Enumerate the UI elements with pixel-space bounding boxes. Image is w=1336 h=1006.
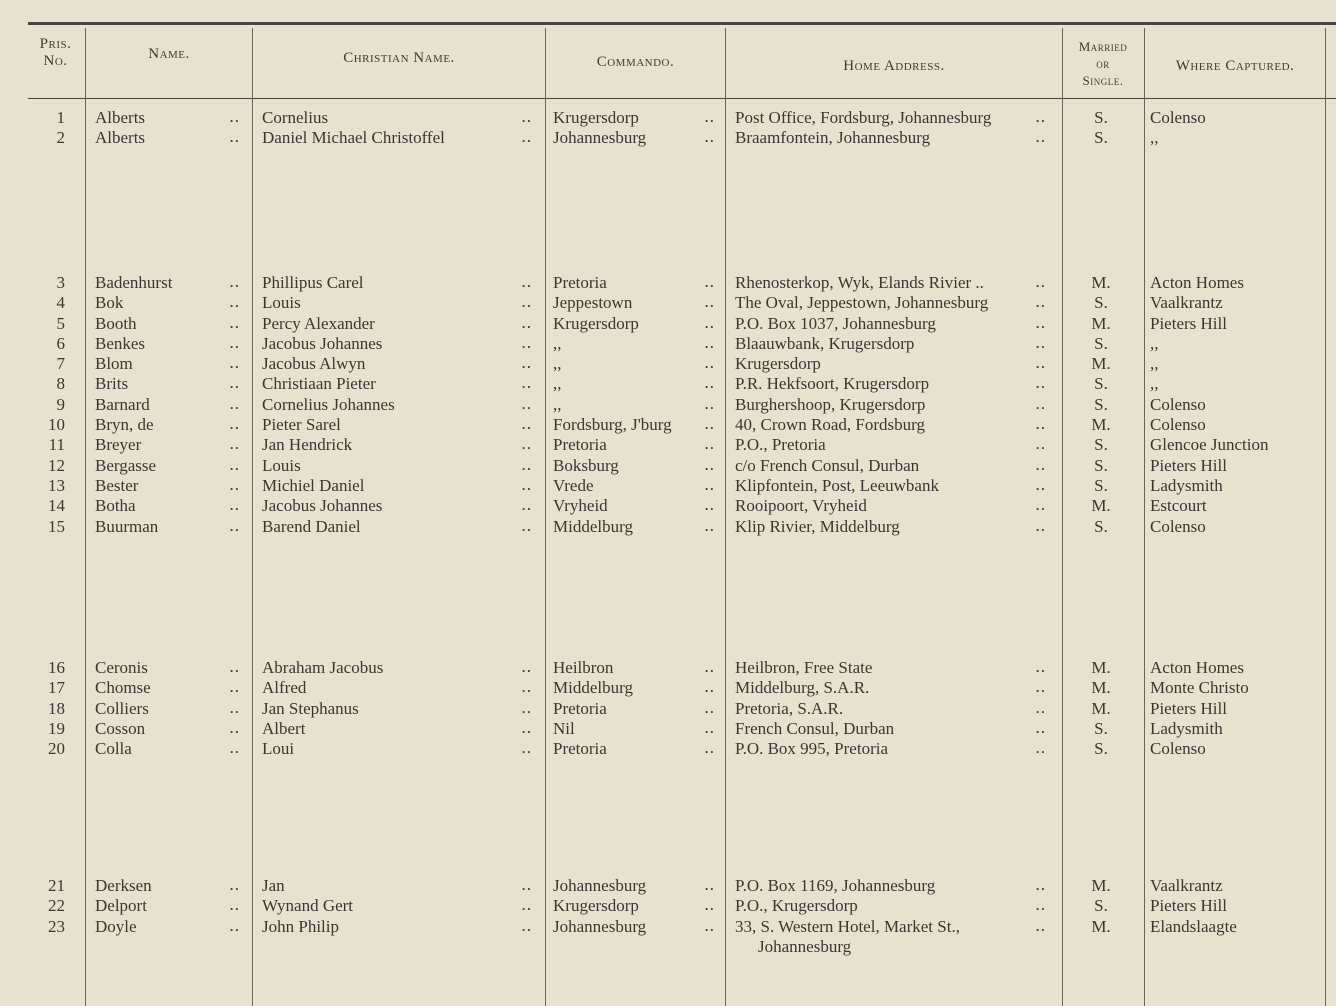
home-address: Pretoria, S.A.R.: [735, 698, 844, 718]
where-captured: Glencoe Junction: [1150, 435, 1269, 455]
prisoner-number: 6: [56, 333, 65, 353]
table-row: [0, 678, 1336, 698]
leader-dots: ..: [230, 477, 241, 493]
christian-name: Barend Daniel: [262, 516, 361, 536]
where-captured: ,,: [1150, 333, 1159, 353]
leader-dots: ..: [230, 498, 241, 514]
commando: Krugersdorp: [553, 108, 639, 127]
leader-dots: ..: [522, 417, 533, 433]
home-address: P.O., Krugersdorp: [735, 896, 858, 916]
prisoner-number: 5: [56, 313, 65, 333]
surname: Cosson: [95, 718, 146, 738]
row-group: [0, 876, 1336, 956]
prisoner-number: 20: [48, 739, 65, 759]
where-captured: Elandslaagte: [1150, 916, 1237, 936]
leader-dots: ..: [230, 518, 241, 534]
leader-dots: ..: [230, 741, 241, 757]
where-captured: Ladysmith: [1150, 718, 1223, 738]
surname: Bryn, de: [95, 415, 154, 435]
table-row: [0, 273, 1336, 293]
leader-dots: ..: [705, 130, 716, 146]
married-or-single: S.: [1094, 455, 1108, 475]
leader-dots: ..: [1036, 741, 1047, 757]
home-address: 33, S. Western Hotel, Market St.,: [735, 916, 960, 936]
christian-name: Jacobus Johannes: [262, 496, 383, 516]
commando: Pretoria: [553, 739, 607, 759]
header-line: No.: [43, 53, 68, 69]
leader-dots: ..: [705, 396, 716, 412]
leader-dots: ..: [1036, 477, 1047, 493]
commando: Nil: [553, 718, 575, 738]
christian-name: Percy Alexander: [262, 313, 375, 333]
surname: Colla: [95, 739, 132, 759]
commando: Pretoria: [553, 435, 607, 455]
header-rule: [28, 98, 1336, 99]
married-or-single: M.: [1091, 698, 1111, 718]
leader-dots: ..: [705, 315, 716, 331]
leader-dots: ..: [705, 741, 716, 757]
leader-dots: ..: [522, 110, 533, 125]
prisoner-number: 3: [56, 273, 65, 292]
leader-dots: ..: [1036, 457, 1047, 473]
prisoner-number: 21: [48, 876, 65, 895]
commando: Jeppestown: [553, 293, 633, 313]
prisoner-number: 4: [56, 293, 65, 313]
where-captured: Pieters Hill: [1150, 896, 1227, 916]
where-captured: Pieters Hill: [1150, 313, 1227, 333]
commando: Pretoria: [553, 273, 607, 292]
surname: Alberts: [95, 128, 146, 148]
prisoner-number: 16: [48, 658, 65, 677]
married-or-single: S.: [1094, 128, 1108, 148]
leader-dots: ..: [1036, 680, 1047, 696]
prisoner-number: 1: [56, 108, 65, 127]
leader-dots: ..: [705, 457, 716, 473]
table-row: [0, 435, 1336, 455]
commando: Fordsburg, J'burg: [553, 415, 672, 435]
leader-dots: ..: [705, 700, 716, 716]
leader-dots: ..: [522, 477, 533, 493]
home-address: The Oval, Jeppestown, Johannesburg: [735, 293, 989, 313]
married-or-single: M.: [1091, 273, 1111, 292]
table-row: [0, 916, 1336, 956]
row-group: [0, 108, 1336, 149]
christian-name: Abraham Jacobus: [262, 658, 384, 677]
leader-dots: ..: [230, 417, 241, 433]
christian-name: Albert: [262, 718, 306, 738]
where-captured: Colenso: [1150, 516, 1206, 536]
leader-dots: ..: [705, 356, 716, 372]
home-address: c/o French Consul, Durban: [735, 455, 920, 475]
home-address: Braamfontein, Johannesburg: [735, 128, 931, 148]
leader-dots: ..: [705, 680, 716, 696]
prisoner-number: 9: [56, 394, 65, 414]
married-or-single: M.: [1091, 916, 1111, 936]
home-address: P.O., Pretoria: [735, 435, 826, 455]
prisoner-number: 12: [48, 455, 65, 475]
table-row: [0, 354, 1336, 374]
surname: Botha: [95, 496, 136, 516]
surname: Doyle: [95, 916, 137, 936]
surname: Blom: [95, 354, 133, 374]
leader-dots: ..: [1036, 356, 1047, 372]
leader-dots: ..: [1036, 918, 1047, 934]
table-row: [0, 128, 1336, 148]
surname: Buurman: [95, 516, 159, 536]
where-captured: ,,: [1150, 354, 1159, 374]
married-or-single: M.: [1091, 313, 1111, 333]
leader-dots: ..: [522, 518, 533, 534]
leader-dots: ..: [522, 315, 533, 331]
leader-dots: ..: [230, 700, 241, 716]
christian-name: Cornelius: [262, 108, 329, 127]
leader-dots: ..: [1036, 498, 1047, 514]
home-address: Middelburg, S.A.R.: [735, 678, 870, 698]
commando: Johannesburg: [553, 128, 647, 148]
married-or-single: S.: [1094, 333, 1108, 353]
header-commando: Commando.: [596, 54, 675, 70]
prisoner-number: 7: [56, 354, 65, 374]
where-captured: Ladysmith: [1150, 475, 1223, 495]
prisoner-number: 8: [56, 374, 65, 394]
header-married-or-single: [1062, 38, 1144, 89]
surname: Chomse: [95, 678, 151, 698]
leader-dots: ..: [1036, 417, 1047, 433]
leader-dots: ..: [1036, 335, 1047, 351]
christian-name: Cornelius Johannes: [262, 394, 395, 414]
leader-dots: ..: [1036, 130, 1047, 146]
leader-dots: ..: [522, 275, 533, 290]
home-address: Klipfontein, Post, Leeuwbank: [735, 475, 939, 495]
surname: Bok: [95, 293, 124, 313]
table-row: [0, 374, 1336, 394]
leader-dots: ..: [522, 918, 533, 934]
prisoner-number: 19: [48, 718, 65, 738]
surname: Alberts: [95, 108, 146, 127]
leader-dots: ..: [230, 878, 241, 893]
table-row: [0, 719, 1336, 739]
leader-dots: ..: [705, 110, 716, 125]
where-captured: ,,: [1150, 374, 1159, 394]
leader-dots: ..: [705, 898, 716, 914]
commando: Vryheid: [553, 496, 608, 516]
leader-dots: ..: [522, 356, 533, 372]
leader-dots: ..: [1036, 376, 1047, 392]
married-or-single: S.: [1094, 108, 1108, 127]
commando: ,,: [553, 333, 562, 353]
leader-dots: ..: [1036, 898, 1047, 914]
commando: ,,: [553, 374, 562, 394]
leader-dots: ..: [230, 918, 241, 934]
leader-dots: ..: [705, 275, 716, 290]
surname: Colliers: [95, 698, 149, 718]
leader-dots: ..: [230, 680, 241, 696]
table-row: [0, 896, 1336, 916]
christian-name: Loui: [262, 739, 295, 759]
home-address: Rooipoort, Vryheid: [735, 496, 867, 516]
surname: Bergasse: [95, 455, 157, 475]
table-row: [0, 517, 1336, 537]
leader-dots: ..: [705, 417, 716, 433]
commando: Johannesburg: [553, 916, 647, 936]
surname: Delport: [95, 896, 147, 916]
home-address: Blaauwbank, Krugersdorp: [735, 333, 915, 353]
leader-dots: ..: [1036, 396, 1047, 412]
married-or-single: M.: [1091, 415, 1111, 435]
prisoner-number: 15: [48, 516, 65, 536]
leader-dots: ..: [230, 396, 241, 412]
leader-dots: ..: [1036, 275, 1047, 290]
leader-dots: ..: [705, 477, 716, 493]
leader-dots: ..: [1036, 110, 1047, 125]
table-row: [0, 395, 1336, 415]
surname: Bester: [95, 475, 139, 495]
header-line: Married: [1078, 39, 1128, 54]
christian-name: Jan: [262, 876, 285, 895]
table-row: [0, 496, 1336, 516]
married-or-single: S.: [1094, 293, 1108, 313]
leader-dots: ..: [705, 498, 716, 514]
christian-name: Jacobus Johannes: [262, 333, 383, 353]
header-pris-no: [28, 36, 83, 70]
married-or-single: M.: [1091, 678, 1111, 698]
leader-dots: ..: [230, 457, 241, 473]
where-captured: Acton Homes: [1150, 273, 1244, 292]
home-address: P.O. Box 1037, Johannesburg: [735, 313, 936, 333]
leader-dots: ..: [1036, 878, 1047, 893]
christian-name: Pieter Sarel: [262, 415, 341, 435]
prisoner-number: 22: [48, 896, 65, 916]
leader-dots: ..: [230, 356, 241, 372]
table-row: [0, 314, 1336, 334]
where-captured: Pieters Hill: [1150, 455, 1227, 475]
leader-dots: ..: [705, 720, 716, 736]
leader-dots: ..: [522, 700, 533, 716]
home-address: P.O. Box 995, Pretoria: [735, 739, 888, 759]
table-row: [0, 658, 1336, 678]
commando: Heilbron: [553, 658, 614, 677]
top-rule: [28, 22, 1336, 25]
christian-name: Michiel Daniel: [262, 475, 365, 495]
where-captured: ,,: [1150, 128, 1159, 148]
where-captured: Colenso: [1150, 415, 1206, 435]
leader-dots: ..: [522, 680, 533, 696]
christian-name: Jan Hendrick: [262, 435, 353, 455]
surname: Derksen: [95, 876, 152, 895]
christian-name: Alfred: [262, 678, 307, 698]
where-captured: Colenso: [1150, 394, 1206, 414]
leader-dots: ..: [705, 518, 716, 534]
commando: Krugersdorp: [553, 313, 639, 333]
home-address: Post Office, Fordsburg, Johannesburg: [735, 108, 992, 127]
prisoner-number: 13: [48, 475, 65, 495]
where-captured: Colenso: [1150, 108, 1206, 127]
leader-dots: ..: [230, 898, 241, 914]
home-address-continued: Johannesburg: [758, 936, 852, 956]
home-address: Heilbron, Free State: [735, 658, 873, 677]
header-line: or: [1096, 56, 1110, 71]
home-address: Rhenosterkop, Wyk, Elands Rivier ..: [735, 273, 984, 292]
prisoner-number: 10: [48, 415, 65, 435]
home-address: Klip Rivier, Middelburg: [735, 516, 900, 536]
married-or-single: S.: [1094, 475, 1108, 495]
leader-dots: ..: [230, 315, 241, 331]
leader-dots: ..: [1036, 315, 1047, 331]
leader-dots: ..: [230, 110, 241, 125]
leader-dots: ..: [705, 376, 716, 392]
commando: Johannesburg: [553, 876, 647, 895]
leader-dots: ..: [230, 437, 241, 453]
table-row: [0, 415, 1336, 435]
christian-name: Christiaan Pieter: [262, 374, 376, 394]
surname: Brits: [95, 374, 129, 394]
prisoner-number: 23: [48, 916, 65, 936]
leader-dots: ..: [705, 437, 716, 453]
leader-dots: ..: [522, 396, 533, 412]
leader-dots: ..: [522, 437, 533, 453]
home-address: 40, Crown Road, Fordsburg: [735, 415, 925, 435]
leader-dots: ..: [522, 295, 533, 311]
where-captured: Vaalkrantz: [1150, 293, 1223, 313]
leader-dots: ..: [522, 376, 533, 392]
leader-dots: ..: [230, 720, 241, 736]
christian-name: Louis: [262, 293, 301, 313]
header-line: Pris.: [39, 36, 72, 52]
prisoner-number: 18: [48, 698, 65, 718]
home-address: Burghershoop, Krugersdorp: [735, 394, 926, 414]
leader-dots: ..: [230, 295, 241, 311]
leader-dots: ..: [522, 898, 533, 914]
leader-dots: ..: [230, 275, 241, 290]
prisoner-number: 17: [48, 678, 65, 698]
header-christian-name: Christian Name.: [343, 50, 455, 66]
commando: Krugersdorp: [553, 896, 639, 916]
table-row: [0, 293, 1336, 313]
header-line: Single.: [1082, 73, 1124, 88]
table-row: [0, 456, 1336, 476]
header-where-captured: Where Captured.: [1175, 58, 1295, 74]
header-home-address: Home Address.: [843, 58, 945, 74]
married-or-single: S.: [1094, 896, 1108, 916]
where-captured: Monte Christo: [1150, 678, 1249, 698]
christian-name: John Philip: [262, 916, 339, 936]
leader-dots: ..: [522, 498, 533, 514]
commando: ,,: [553, 354, 562, 374]
leader-dots: ..: [522, 660, 533, 675]
table-row: [0, 108, 1336, 128]
married-or-single: M.: [1091, 658, 1111, 677]
leader-dots: ..: [522, 741, 533, 757]
married-or-single: S.: [1094, 718, 1108, 738]
where-captured: Acton Homes: [1150, 658, 1244, 677]
commando: Boksburg: [553, 455, 619, 475]
christian-name: Phillipus Carel: [262, 273, 364, 292]
leader-dots: ..: [705, 918, 716, 934]
leader-dots: ..: [705, 878, 716, 893]
leader-dots: ..: [230, 376, 241, 392]
leader-dots: ..: [1036, 437, 1047, 453]
commando: Pretoria: [553, 698, 607, 718]
surname: Barnard: [95, 394, 150, 414]
surname: Booth: [95, 313, 137, 333]
christian-name: Louis: [262, 455, 301, 475]
table-row: [0, 876, 1336, 896]
leader-dots: ..: [230, 335, 241, 351]
leader-dots: ..: [522, 457, 533, 473]
commando: Vrede: [553, 475, 594, 495]
surname: Benkes: [95, 333, 146, 353]
prisoner-number: 2: [56, 128, 65, 148]
leader-dots: ..: [522, 335, 533, 351]
home-address: French Consul, Durban: [735, 718, 895, 738]
christian-name: Daniel Michael Christoffel: [262, 128, 445, 148]
leader-dots: ..: [705, 335, 716, 351]
leader-dots: ..: [1036, 700, 1047, 716]
where-captured: Estcourt: [1150, 496, 1207, 516]
leader-dots: ..: [522, 720, 533, 736]
leader-dots: ..: [230, 660, 241, 675]
row-group: [0, 273, 1336, 537]
christian-name: Jacobus Alwyn: [262, 354, 366, 374]
surname: Breyer: [95, 435, 142, 455]
home-address: P.O. Box 1169, Johannesburg: [735, 876, 936, 895]
prisoner-number: 11: [48, 435, 65, 455]
married-or-single: M.: [1091, 496, 1111, 516]
table-row: [0, 476, 1336, 496]
leader-dots: ..: [705, 295, 716, 311]
commando: ,,: [553, 394, 562, 414]
married-or-single: S.: [1094, 394, 1108, 414]
married-or-single: S.: [1094, 516, 1108, 536]
table-row: [0, 739, 1336, 759]
home-address: P.R. Hekfsoort, Krugersdorp: [735, 374, 930, 394]
married-or-single: M.: [1091, 354, 1111, 374]
leader-dots: ..: [230, 130, 241, 146]
surname: Badenhurst: [95, 273, 173, 292]
leader-dots: ..: [522, 878, 533, 893]
leader-dots: ..: [522, 130, 533, 146]
prisoner-number: 14: [48, 496, 65, 516]
leader-dots: ..: [1036, 518, 1047, 534]
leader-dots: ..: [1036, 660, 1047, 675]
surname: Ceronis: [95, 658, 148, 677]
married-or-single: S.: [1094, 739, 1108, 759]
leader-dots: ..: [705, 660, 716, 675]
row-group: [0, 658, 1336, 759]
where-captured: Pieters Hill: [1150, 698, 1227, 718]
home-address: Krugersdorp: [735, 354, 821, 374]
table-row: [0, 699, 1336, 719]
table-row: [0, 334, 1336, 354]
leader-dots: ..: [1036, 295, 1047, 311]
header-name: Name.: [148, 46, 190, 62]
leader-dots: ..: [1036, 720, 1047, 736]
commando: Middelburg: [553, 678, 633, 698]
married-or-single: S.: [1094, 374, 1108, 394]
married-or-single: M.: [1091, 876, 1111, 895]
christian-name: Jan Stephanus: [262, 698, 359, 718]
where-captured: Colenso: [1150, 739, 1206, 759]
married-or-single: S.: [1094, 435, 1108, 455]
where-captured: Vaalkrantz: [1150, 876, 1223, 895]
christian-name: Wynand Gert: [262, 896, 354, 916]
commando: Middelburg: [553, 516, 633, 536]
